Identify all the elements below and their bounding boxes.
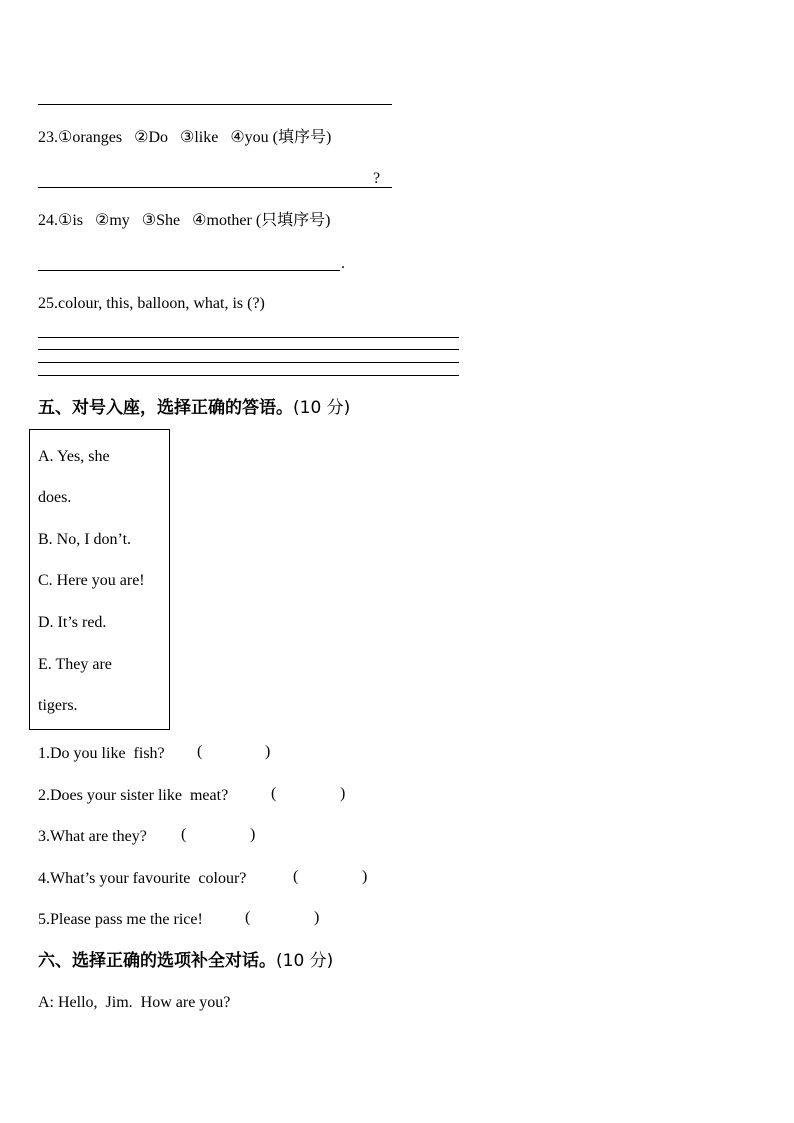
answer-line-25c[interactable]	[38, 362, 459, 363]
section-5-title: 五、对号入座，选择正确的答语。	[38, 398, 293, 418]
answer-line-25a[interactable]	[38, 337, 459, 338]
answer-paren-close-2[interactable]: )	[340, 785, 346, 802]
answer-line-22	[38, 104, 392, 105]
match-question-5: 5.Please pass me the rice!	[38, 911, 203, 928]
answer-line-25d[interactable]	[38, 375, 459, 376]
answer-paren-close-5[interactable]: )	[314, 909, 320, 926]
match-question-2: 2.Does your sister like meat?	[38, 787, 229, 804]
match-question-3: 3.What are they?	[38, 828, 147, 845]
dialogue-line-1: A: Hello, Jim. How are you?	[38, 994, 231, 1011]
option-c: C. Here you are!	[38, 572, 145, 589]
section-5-heading	[38, 397, 350, 419]
question-23: 23.①oranges ②Do ③like ④you (填序号)	[38, 129, 332, 146]
question-24: 24.①is ②my ③She ④mother (只填序号)	[38, 212, 331, 229]
section-6-title: 六、选择正确的选项补全对话。	[38, 951, 276, 971]
option-a-line2: does.	[38, 489, 72, 506]
option-e-line2: tigers.	[38, 697, 78, 714]
answer-line-23[interactable]	[38, 187, 392, 188]
answer-paren-close-3[interactable]: )	[250, 826, 256, 843]
answer-paren-open-2[interactable]: (	[271, 785, 277, 802]
question-25: 25.colour, this, balloon, what, is (?)	[38, 295, 265, 312]
answer-line-25b[interactable]	[38, 349, 459, 350]
section-6-heading	[38, 950, 333, 972]
answer-line-24[interactable]	[38, 270, 340, 271]
question-mark-23: ?	[373, 170, 381, 187]
option-b: B. No, I don’t.	[38, 531, 132, 548]
section-5-score: (10 分)	[293, 398, 351, 418]
option-d: D. It’s red.	[38, 614, 107, 631]
match-question-1: 1.Do you like fish?	[38, 745, 165, 762]
answer-paren-close-1[interactable]: )	[265, 743, 271, 760]
match-question-4: 4.What’s your favourite colour?	[38, 870, 247, 887]
answer-paren-close-4[interactable]: )	[362, 868, 368, 885]
section-6-score: (10 分)	[276, 951, 334, 971]
option-a-line1: A. Yes, she	[38, 448, 110, 465]
option-e-line1: E. They are	[38, 656, 112, 673]
answer-paren-open-5[interactable]: (	[245, 909, 251, 926]
answer-paren-open-4[interactable]: (	[293, 868, 299, 885]
answer-paren-open-3[interactable]: (	[181, 826, 187, 843]
answer-paren-open-1[interactable]: (	[197, 743, 203, 760]
period-24: .	[341, 255, 345, 272]
